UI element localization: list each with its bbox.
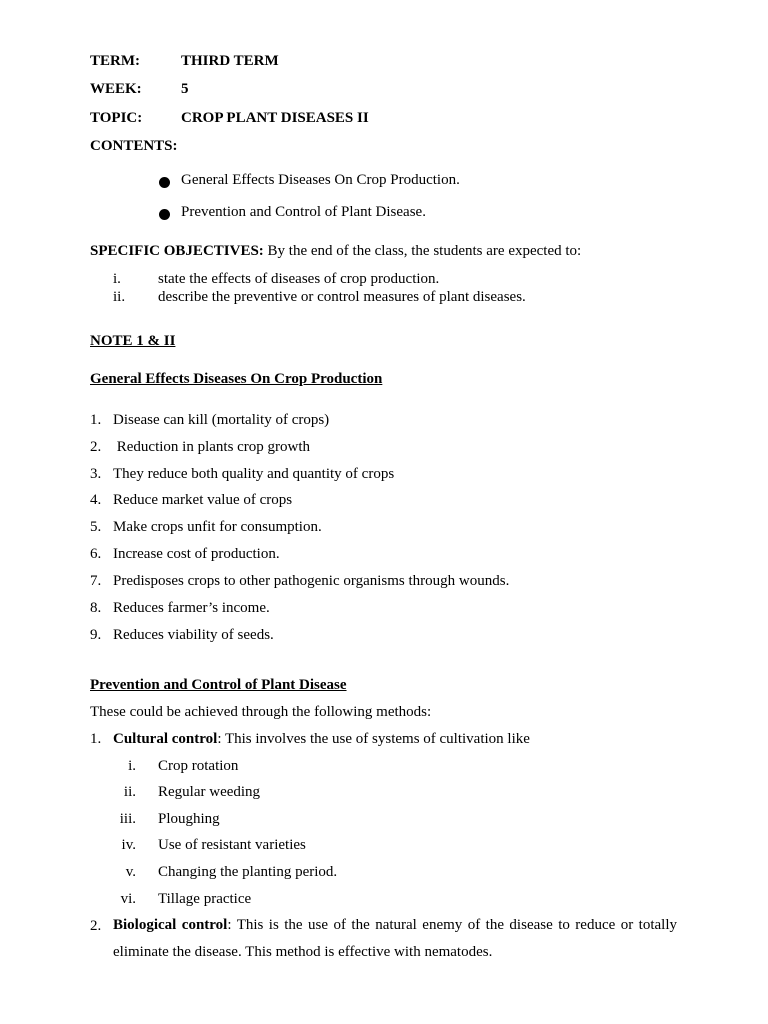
effects-item: Reduce market value of crops xyxy=(113,492,293,508)
contents-item: General Effects Diseases On Crop Production. xyxy=(181,172,460,188)
effects-item: Disease can kill (mortality of crops) xyxy=(113,412,330,428)
effects-number: 7. xyxy=(90,573,102,589)
subitem-number: ii. xyxy=(123,784,136,800)
effects-number: 1. xyxy=(90,412,102,428)
effects-item: Reduction in plants crop growth xyxy=(113,439,311,455)
effects-item: Reduces viability of seeds. xyxy=(113,627,274,643)
objectives-intro: By the end of the class, the students are expected to: xyxy=(263,243,582,259)
objective-text: describe the preventive or control measures of plant diseases. xyxy=(158,289,526,305)
subitem-number: iii. xyxy=(119,811,136,827)
method-number: 2. xyxy=(90,918,102,934)
biological-control-paragraph xyxy=(113,912,677,966)
subitem-text: Tillage practice xyxy=(158,891,252,907)
subitem-text: Changing the planting period. xyxy=(158,864,338,880)
effects-number: 5. xyxy=(90,519,102,535)
prevention-intro: These could be achieved through the following methods: xyxy=(90,704,432,720)
effects-item: Make crops unfit for consumption. xyxy=(113,519,322,535)
subitem-text: Ploughing xyxy=(158,811,220,827)
subitem-text: Use of resistant varieties xyxy=(158,837,306,853)
effects-number: 3. xyxy=(90,466,102,482)
effects-item: They reduce both quality and quantity of crops xyxy=(113,466,395,482)
biological-control-label: Biological control xyxy=(113,917,228,933)
prevention-heading: Prevention and Control of Plant Disease xyxy=(90,677,347,693)
topic-value: CROP PLANT DISEASES II xyxy=(181,110,369,126)
subitem-number: iv. xyxy=(121,837,136,853)
bullet-icon xyxy=(159,177,170,188)
cultural-control-line xyxy=(113,730,530,748)
bullet-icon xyxy=(159,209,170,220)
objectives-line xyxy=(90,242,581,260)
cultural-control-text: : This involves the use of systems of cultivation like xyxy=(217,731,530,747)
effects-number: 4. xyxy=(90,492,102,508)
biological-control-text: : This is the use of the natural enemy of the disease to reduce or totally eliminate the disease. This method is effective with nematodes. xyxy=(113,917,677,960)
topic-label: TOPIC: xyxy=(90,110,143,126)
subitem-number: i. xyxy=(128,758,136,774)
objective-number: ii. xyxy=(113,289,126,305)
effects-number: 8. xyxy=(90,600,102,616)
effects-item: Increase cost of production. xyxy=(113,546,280,562)
effects-number: 9. xyxy=(90,627,102,643)
week-label: WEEK: xyxy=(90,81,142,97)
objective-number: i. xyxy=(113,271,121,287)
effects-heading: General Effects Diseases On Crop Production xyxy=(90,371,383,387)
subitem-text: Crop rotation xyxy=(158,758,239,774)
note-title: NOTE 1 & II xyxy=(90,333,176,349)
cultural-control-label: Cultural control xyxy=(113,731,218,747)
contents-label: CONTENTS: xyxy=(90,138,178,154)
term-value: THIRD TERM xyxy=(181,53,279,69)
effects-item: Reduces farmer’s income. xyxy=(113,600,270,616)
objectives-label: SPECIFIC OBJECTIVES: xyxy=(90,243,264,259)
method-number: 1. xyxy=(90,731,102,747)
week-value: 5 xyxy=(181,81,189,97)
objective-text: state the effects of diseases of crop production. xyxy=(158,271,440,287)
effects-number: 6. xyxy=(90,546,102,562)
term-label: TERM: xyxy=(90,53,140,69)
effects-item: Predisposes crops to other pathogenic organisms through wounds. xyxy=(113,573,510,589)
subitem-number: v. xyxy=(125,864,136,880)
subitem-number: vi. xyxy=(120,891,136,907)
effects-number: 2. xyxy=(90,439,102,455)
contents-item: Prevention and Control of Plant Disease. xyxy=(181,204,426,220)
subitem-text: Regular weeding xyxy=(158,784,261,800)
